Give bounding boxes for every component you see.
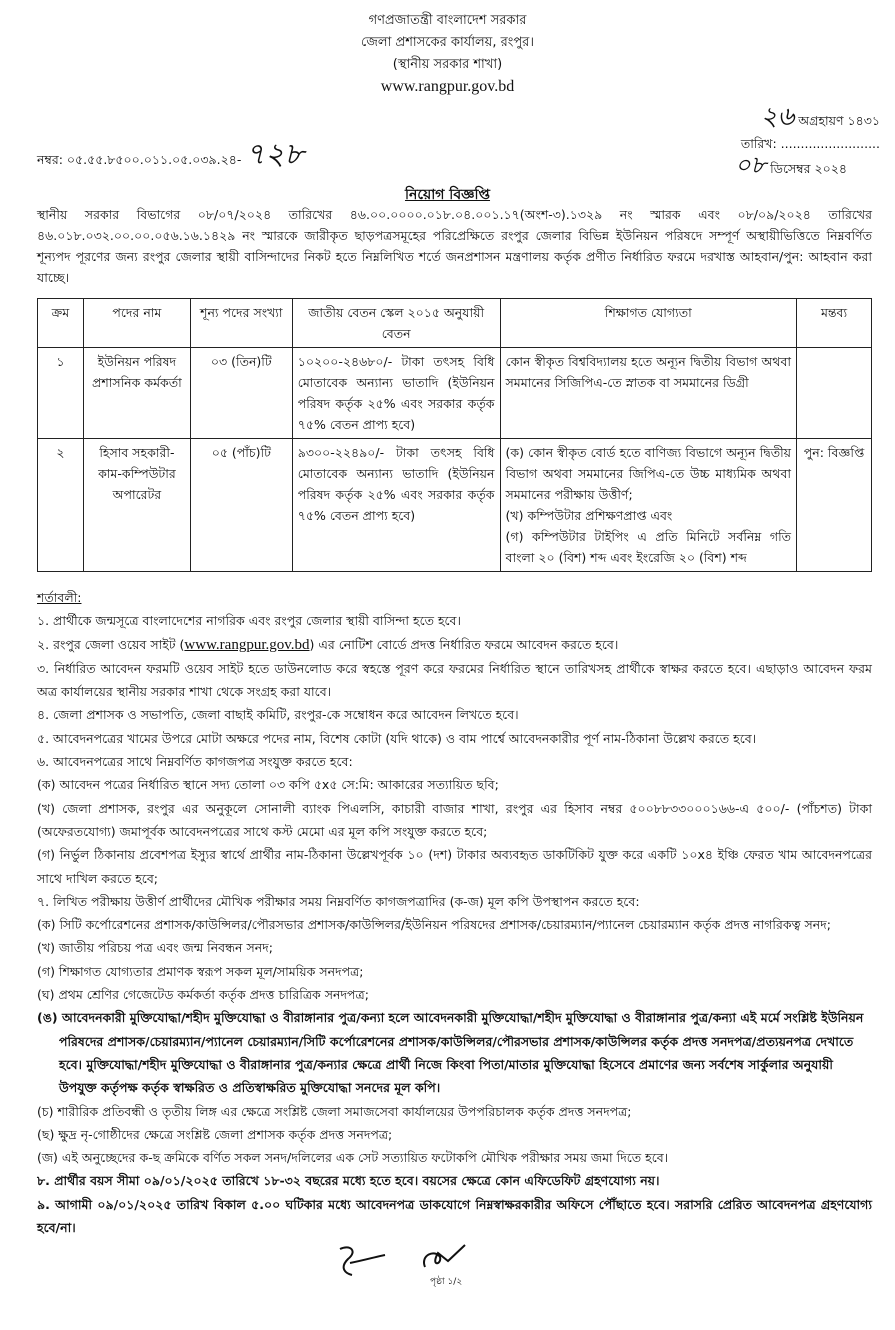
condition-6: ৬. আবেদনপত্রের সাথে নিম্নবর্ণিত কাগজপত্র সংযুক্ত করতে হবে: <box>37 754 353 770</box>
col-salary: জাতীয় বেতন স্কেল ২০১৫ অনুযায়ী বেতন <box>292 299 500 348</box>
condition-7-cha: (চ) শারীরিক প্রতিবন্ধী ও তৃতীয় লিঙ্গ এর ক্ষেত্রে সংশ্লিষ্ট জেলা সমাজসেবা কার্যালয়ের উপপরিচালক কর্তৃক প্রদত্ত সনদপত্র; <box>37 1103 632 1119</box>
condition-5: ৫. আবেদনপত্রের খামের উপরে মোটা অক্ষরে পদের নাম, বিশেষ কোটা (যদি থাকে) ও বাম পার্শ্বে আবেদনকারীর পূর্ণ নাম-ঠিকানা উল্লেখ করতে হবে। <box>37 730 757 746</box>
signature-area <box>37 1243 872 1289</box>
memo-number-handwritten: ৭২৮ <box>245 138 304 171</box>
table-row <box>38 439 872 572</box>
condition-6-ga: (গ) নির্ভুল ঠিকানায় প্রবেশপত্র ইস্যুর স্বার্থে প্রার্থীর নাম-ঠিকানা উল্লেখপূর্বক ১০ (দশ) টাকার অব্যবহৃত ডাকটিকিট যুক্ত করে একটি ১০x৪ ইঞ্চি ফেরত খাম আবেদনপত্রের সাথে দাখিল করতে হবে; <box>37 847 872 886</box>
col-post: পদের নাম <box>83 299 190 348</box>
website: www.rangpur.gov.bd <box>380 78 515 95</box>
condition-1: ১. প্রার্থীকে জন্মসূত্রে বাংলাদেশের নাগরিক এবং রংপুর জেলার স্থায়ী বাসিন্দা হতে হবে। <box>37 613 461 629</box>
vacancy-table <box>37 298 872 572</box>
condition-7-gha: (ঘ) প্রথম শ্রেণির গেজেটেড কর্মকর্তা কর্তৃক প্রদত্ত চারিত্রিক সনদপত্র; <box>37 987 369 1003</box>
condition-2 <box>37 633 872 657</box>
qualification-item: (গ) কম্পিউটার টাইপিং এ প্রতি মিনিটে সর্বনিম্ন গতি বাংলা ২০ (বিশ) শব্দ এবং ইংরেজি ২০ (বিশ) শব্দ <box>505 529 792 565</box>
memo-date <box>660 104 880 182</box>
table-row <box>38 348 872 439</box>
website-link[interactable]: www.rangpur.gov.bd <box>184 636 310 653</box>
vacancy-count: ০৫ (পাঁচ)টি <box>190 439 292 572</box>
salary: ১০২০০-২৪৬৮০/- টাকা তৎসহ বিধি মোতাবেক অন্যান্য ভাতাদি (ইউনিয়ন পরিষদ কর্তৃক ২৫% এবং সরকার কর্তৃক ৭৫% বেতন প্রাপ্য হবে) <box>292 348 500 439</box>
bangla-day-handwritten: ২৬ <box>760 102 795 131</box>
govt-name: গণপ্রজাতন্ত্রী বাংলাদেশ সরকার <box>368 13 527 28</box>
condition-9: ৯. আগামী ০৯/০১/২০২৫ তারিখ বিকাল ৫.০০ ঘটিকার মধ্যে আবেদনপত্র ডাকযোগে নিম্নস্বাক্ষরকারীর অফিসে পৌঁছাতে হবে। সরাসরি প্রেরিত আবেদনপত্র গ্রহণযোগ্য হবে/না। <box>37 1196 872 1236</box>
date-label: তারিখ: ......................... <box>740 136 880 151</box>
conditions <box>37 586 872 1239</box>
condition-2-text: ) এর নোটিশ বোর্ডে প্রদত্ত নির্ধারিত ফরমে আবেদন করতে হবে। <box>309 636 619 652</box>
condition-7-ja: (জ) এই অনুচ্ছেদের ক-ছ ক্রমিকে বর্ণিত সকল সনদ/দলিলের এক সেট সত্যায়িত ফটোকপি মৌখিক পরীক্ষার সময় জমা দিতে হবে। <box>37 1150 669 1166</box>
col-serial: ক্রম <box>38 299 84 348</box>
condition-7-kha: (খ) জাতীয় পরিচয় পত্র এবং জন্ম নিবন্ধন সনদ; <box>37 940 273 956</box>
condition-7-uma: (ঙ) আবেদনকারী মুক্তিযোদ্ধা/শহীদ মুক্তিযোদ্ধা ও বীরাঙ্গানার পুত্র/কন্যা হলে আবেদনকারী মুক্তিযোদ্ধা/শহীদ মুক্তিযোদ্ধা ও বীরাঙ্গানার পুত্র/কন্যা এই মর্মে সংশ্লিষ্ট ইউনিয়ন পরিষদের প্রশাসক/চেয়ারম্যান/প্যানেল চেয়ারম্যান/সিটি কর্পোরেশনের প্রশাসক/কাউন্সিলর/পৌরসভার প্রশাসক/কাউন্সিলর কর্তৃক প্রদত্ত সনদপত্র/প্রত্যয়নপত্র দেখাতে হবে। মুক্তিযোদ্ধা/শহীদ মুক্তিযোদ্ধা ও বীরাঙ্গানার পুত্র/কন্যার ক্ষেত্রে প্রার্থী নিজে কিংবা পিতা/মাতার মুক্তিযোদ্ধা হিসেবে প্রমাণের জন্য সর্বশেষ সার্কুলার অনুযায়ী উপযুক্ত কর্তৃপক্ষ কর্তৃক স্বাক্ষরিত ও প্রতিস্বাক্ষরিত মুক্তিযোদ্ধা সনদের মূল কপি। <box>37 1010 864 1096</box>
serial: ২ <box>38 439 84 572</box>
condition-4: ৪. জেলা প্রশাসক ও সভাপতি, জেলা বাছাই কমিটি, রংপুর-কে সম্বোধন করে আবেদন লিখতে হবে। <box>37 707 519 723</box>
table-header-row <box>38 299 872 348</box>
col-qualification: শিক্ষাগত যোগ্যতা <box>500 299 797 348</box>
condition-6-ka: (ক) আবেদন পত্রের নির্ধারিত স্থানে সদ্য তোলা ০৩ কপি ৫x৫ সে:মি: আকারের সত্যায়িত ছবি; <box>37 777 499 793</box>
condition-7-ga: (গ) শিক্ষাগত যোগ্যতার প্রমাণক স্বরূপ সকল মূল/সাময়িক সনদপত্র; <box>37 963 364 979</box>
english-date: ডিসেম্বর ২০২৪ <box>770 161 847 176</box>
qualification <box>500 348 797 439</box>
signature-initials <box>330 1243 490 1277</box>
conditions-heading: শর্তাবলী: <box>37 590 82 605</box>
intro-paragraph: স্থানীয় সরকার বিভাগের ০৮/০৭/২০২৪ তারিখের ৪৬.০০.০০০০.০১৮.০৪.০০১.১৭(অংশ-৩).১৩২৯ নং স্মারক এবং ০৮/০৯/২০২৪ তারিখের ৪৬.০১৮.০৩২.০০.০০.০৫৬.১৬.১৪২৯ নং স্মারকে জারীকৃত ছাড়পত্রসমূহের পরিপ্রেক্ষিতে রংপুর জেলার বিভিন্ন ইউনিয়ন পরিষদে সম্পূর্ণ অস্থায়ীভিত্তিতে নিম্নবর্ণিত শূন্যপদ পূরণের জন্য রংপুর জেলার স্থায়ী বাসিন্দাদের নিকট হতে নিম্নলিখিত শর্তে জনপ্রশাসন মন্ত্রণালয় কর্তৃক প্রণীত নির্ধারিত ফরমে দরখাস্ত আহবান/পুন: আহবান করা যাচ্ছে। <box>37 207 872 285</box>
post-name: হিসাব সহকারী-কাম-কম্পিউটার অপারেটর <box>83 439 190 572</box>
condition-7-ka: (ক) সিটি কর্পোরেশনের প্রশাসক/কাউন্সিলর/পৌরসভার প্রশাসক/কাউন্সিলর/ইউনিয়ন পরিষদের প্রশাসক/চেয়ারম্যান/প্যানেল চেয়ারম্যান কর্তৃক প্রদত্ত নাগরিকত্ব সনদ; <box>37 917 831 933</box>
condition-6-kha: (খ) জেলা প্রশাসক, রংপুর এর অনুকূলে সোনালী ব্যাংক পিএলসি, কাচারী বাজার শাখা, রংপুর এর হিসাব নম্বর ৫০০৮৮৩৩০০০১৬৬-এ ৫০০/- (পাঁচশত) টাকা (অফেরতযোগ্য) জমাপূর্বক আবেদনপত্রের সাথে কস্ট মেমো এর মূল কপি সংযুক্ত করতে হবে; <box>37 800 872 839</box>
col-vacancies: শূন্য পদের সংখ্যা <box>190 299 292 348</box>
memo-number-label: নম্বর: ০৫.৫৫.৮৫০০.০১১.০৫.০৩৯.২৪- <box>37 152 242 167</box>
condition-2-text: ২. রংপুর জেলা ওয়েব সাইট ( <box>37 636 185 652</box>
condition-7: ৭. লিখিত পরীক্ষায় উত্তীর্ণ প্রার্থীদের মৌখিক পরীক্ষার সময় নিম্নবর্ণিত কাগজপত্রাদির (ক-জ) মূল কপি উপস্থাপন করতে হবে: <box>37 893 640 909</box>
qualification-item: (ক) কোন স্বীকৃত বোর্ড হতে বাণিজ্য বিভাগে অন্যূন দ্বিতীয় বিভাগ অথবা সমমানের জিপিএ-তে উচ্চ মাধ্যমিক অথবা সমমানের পরীক্ষায় উত্তীর্ণ; <box>505 445 792 502</box>
post-name: ইউনিয়ন পরিষদ প্রশাসনিক কর্মকর্তা <box>83 348 190 439</box>
condition-3: ৩. নির্ধারিত আবেদন ফরমটি ওয়েব সাইট হতে ডাউনলোড করে স্বহস্তে পূরণ করে ফরমের নির্ধারিত স্থানে তারিখসহ প্রার্থীকে স্বাক্ষর করতে হবে। এছাড়াও আবেদন ফরম অত্র কার্যালয়ের স্থানীয় সরকার শাখা থেকে সংগ্রহ করা যাবে। <box>37 660 872 700</box>
notice-title: নিয়োগ বিজ্ঞপ্তি <box>404 187 491 203</box>
col-remarks: মন্তব্য <box>797 299 872 348</box>
remarks: পুন: বিজ্ঞপ্তি <box>797 439 872 572</box>
serial: ১ <box>38 348 84 439</box>
english-day-handwritten: ০৮ <box>735 153 767 179</box>
page-number: পৃষ্ঠা ১/২ <box>430 1277 463 1288</box>
condition-7-chha: (ছ) ক্ষুদ্র নৃ-গোষ্ঠীদের ক্ষেত্রে সংশ্লিষ্ট জেলা প্রশাসক কর্তৃক প্রদত্ত সনদপত্র; <box>37 1126 393 1142</box>
bangla-date: অগ্রহায়ণ ১৪৩১ <box>798 113 880 128</box>
notice-body <box>37 204 872 1289</box>
vacancy-count: ০৩ (তিন)টি <box>190 348 292 439</box>
qualification-item: (খ) কম্পিউটার প্রশিক্ষণপ্রাপ্ত এবং <box>505 508 673 523</box>
branch-name: (স্থানীয় সরকার শাখা) <box>392 57 503 72</box>
office-name: জেলা প্রশাসকের কার্যালয়, রংপুর। <box>361 35 534 50</box>
salary: ৯৩০০-২২৪৯০/- টাকা তৎসহ বিধি মোতাবেক অন্যান্য ভাতাদি (ইউনিয়ন পরিষদ কর্তৃক ২৫% এবং সরকার কর্তৃক ৭৫% বেতন প্রাপ্য হবে) <box>292 439 500 572</box>
qualification-item: কোন স্বীকৃত বিশ্ববিদ্যালয় হতে অন্যূন দ্বিতীয় বিভাগ অথবা সমমানের সিজিপিএ-তে স্নাতক বা সমমানের ডিগ্রী <box>505 354 792 390</box>
condition-8: ৮. প্রার্থীর বয়স সীমা ০৯/০১/২০২৫ তারিখে ১৮-৩২ বছরের মধ্যে হতে হবে। বয়সের ক্ষেত্রে কোন এফিডেফিট গ্রহণযোগ্য নয়। <box>37 1173 660 1189</box>
remarks <box>797 348 872 439</box>
qualification <box>500 439 797 572</box>
memo-number <box>37 140 637 172</box>
